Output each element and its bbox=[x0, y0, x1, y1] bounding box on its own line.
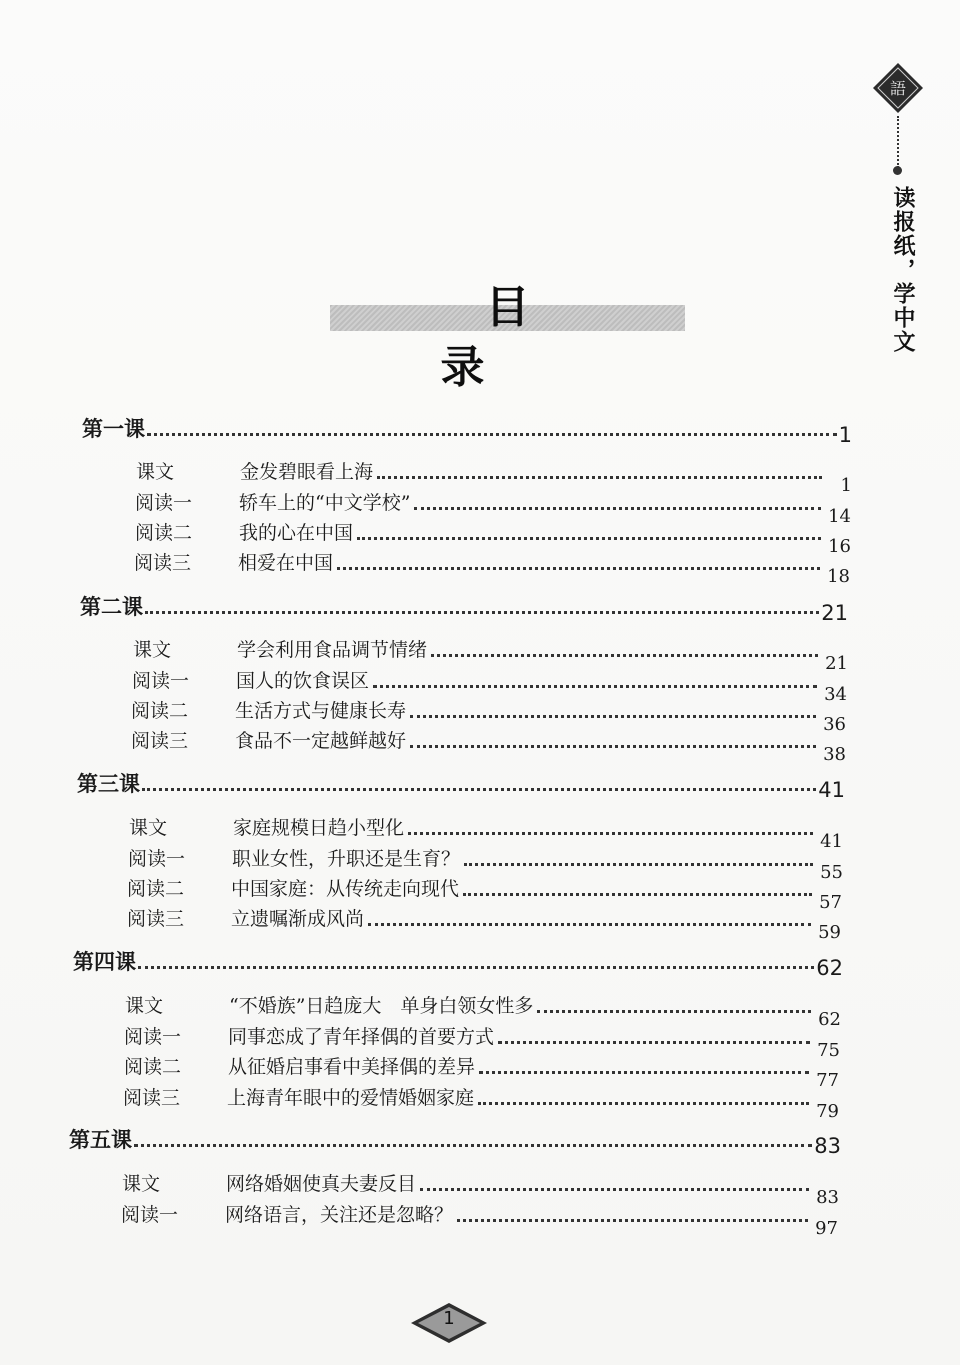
entry-kind: 阅读一 bbox=[121, 1204, 179, 1226]
series-title: 读报纸，学中文 bbox=[890, 186, 915, 354]
entry-page-number: 55 bbox=[820, 862, 843, 883]
entry-page-number: 21 bbox=[825, 653, 848, 674]
dot-leader bbox=[420, 1188, 809, 1191]
dot-leader bbox=[373, 685, 817, 688]
toc-entry[interactable] bbox=[132, 663, 847, 705]
entry-page-number: 77 bbox=[816, 1070, 839, 1091]
dot-leader bbox=[377, 476, 822, 479]
entry-kind: 阅读一 bbox=[124, 1026, 182, 1048]
emblem-glyph: 語 bbox=[889, 79, 907, 98]
entry-kind: 阅读一 bbox=[132, 670, 190, 692]
entry-title: 食品不一定越鲜越好 bbox=[235, 730, 407, 752]
entry-kind: 阅读一 bbox=[135, 492, 193, 514]
entry-title: 生活方式与健康长寿 bbox=[235, 700, 407, 722]
dot-leader bbox=[498, 1041, 810, 1044]
dot-leader bbox=[479, 1071, 809, 1074]
entry-page-number: 16 bbox=[828, 536, 851, 557]
toc-entry[interactable] bbox=[135, 485, 851, 527]
dot-leader bbox=[431, 654, 818, 657]
entry-page-number: 79 bbox=[816, 1101, 839, 1122]
footer-page-number: 1 bbox=[443, 1308, 455, 1329]
entry-title: 国人的饮食误区 bbox=[236, 670, 370, 692]
entry-page-number: 1 bbox=[840, 475, 852, 496]
dot-leader bbox=[464, 863, 813, 866]
entry-kind: 阅读三 bbox=[127, 908, 185, 930]
entry-title: 网络语言，关注还是忽略？ bbox=[225, 1204, 454, 1226]
toc-entry[interactable] bbox=[125, 988, 841, 1030]
entry-page-number: 36 bbox=[823, 714, 846, 735]
toc-entry[interactable] bbox=[128, 841, 843, 883]
dot-leader bbox=[368, 923, 811, 926]
lesson-page-number: 21 bbox=[821, 601, 848, 625]
toc-entry[interactable] bbox=[127, 871, 842, 913]
lesson-row[interactable] bbox=[69, 1124, 841, 1158]
toc-entry[interactable] bbox=[122, 1166, 839, 1208]
entry-title: 从征婚启事看中美择偶的差异 bbox=[228, 1056, 476, 1078]
toc-entry[interactable] bbox=[131, 693, 846, 735]
lesson-page-number: 1 bbox=[838, 423, 852, 447]
lesson-page-number: 83 bbox=[814, 1134, 841, 1158]
dot-leader bbox=[147, 433, 837, 436]
lesson-label: 第一课 bbox=[82, 417, 145, 441]
entry-page-number: 18 bbox=[827, 566, 850, 587]
entry-kind: 课文 bbox=[133, 639, 172, 661]
entry-title: 同事恋成了青年择偶的首要方式 bbox=[228, 1026, 495, 1048]
dot-leader bbox=[134, 1144, 812, 1147]
toc-entry[interactable] bbox=[129, 810, 843, 852]
lesson-row[interactable] bbox=[82, 413, 852, 447]
entry-title: 职业女性，升职还是生育？ bbox=[232, 848, 461, 870]
dot-leader bbox=[410, 715, 816, 718]
dot-leader bbox=[478, 1102, 809, 1105]
entry-kind: 阅读二 bbox=[127, 878, 185, 900]
entry-title: 立遗嘱渐成风尚 bbox=[231, 908, 365, 930]
toc-entry[interactable] bbox=[124, 1049, 839, 1091]
entry-title: 网络婚姻使真夫妻反目 bbox=[226, 1173, 417, 1195]
page-heading: 目录 bbox=[440, 282, 620, 393]
entry-page-number: 62 bbox=[818, 1009, 841, 1030]
lesson-label: 第五课 bbox=[69, 1128, 132, 1152]
entry-kind: 阅读二 bbox=[124, 1056, 182, 1078]
dot-leader bbox=[408, 832, 813, 835]
entry-title: 中国家庭：从传统走向现代 bbox=[231, 878, 460, 900]
entry-page-number: 83 bbox=[816, 1187, 839, 1208]
dot-leader bbox=[537, 1010, 811, 1013]
entry-title: 相爱在中国 bbox=[238, 552, 334, 574]
entry-kind: 阅读二 bbox=[131, 700, 189, 722]
lesson-label: 第三课 bbox=[77, 772, 140, 796]
lesson-page-number: 62 bbox=[816, 956, 843, 980]
lesson-label: 第四课 bbox=[73, 950, 136, 974]
entry-kind: 课文 bbox=[129, 817, 168, 839]
entry-kind: 阅读三 bbox=[134, 552, 192, 574]
entry-title: 家庭规模日趋小型化 bbox=[233, 817, 405, 839]
entry-title: 学会利用食品调节情绪 bbox=[237, 639, 428, 661]
entry-title: “不婚族”日趋庞大 单身白领女性多 bbox=[229, 995, 534, 1017]
toc-entry[interactable] bbox=[123, 1080, 839, 1122]
entry-page-number: 38 bbox=[823, 744, 846, 765]
toc-entry[interactable] bbox=[134, 545, 850, 587]
dot-leader bbox=[414, 507, 821, 510]
entry-title: 上海青年眼中的爱情婚姻家庭 bbox=[227, 1087, 475, 1109]
dot-leader bbox=[145, 611, 819, 614]
dot-leader bbox=[142, 788, 816, 791]
dot-leader bbox=[337, 567, 820, 570]
entry-title: 金发碧眼看上海 bbox=[240, 461, 374, 483]
dot-leader bbox=[410, 745, 816, 748]
entry-page-number: 57 bbox=[819, 892, 842, 913]
entry-kind: 课文 bbox=[125, 995, 164, 1017]
lesson-row[interactable] bbox=[77, 768, 845, 802]
lesson-row[interactable] bbox=[80, 591, 848, 625]
toc-entry[interactable] bbox=[124, 1019, 840, 1061]
entry-kind: 课文 bbox=[122, 1173, 161, 1195]
dot-leader bbox=[357, 537, 821, 540]
entry-page-number: 59 bbox=[818, 922, 841, 943]
toc-entry[interactable] bbox=[127, 901, 841, 943]
toc-entry[interactable] bbox=[133, 632, 848, 674]
entry-kind: 阅读二 bbox=[135, 522, 193, 544]
entry-kind: 阅读三 bbox=[131, 730, 189, 752]
entry-page-number: 41 bbox=[820, 831, 843, 852]
toc-entry[interactable] bbox=[131, 723, 846, 765]
lesson-row[interactable] bbox=[73, 946, 843, 980]
toc-entry[interactable] bbox=[136, 454, 852, 496]
entry-kind: 阅读一 bbox=[128, 848, 186, 870]
entry-title: 我的心在中国 bbox=[239, 522, 354, 544]
entry-page-number: 75 bbox=[817, 1040, 840, 1061]
entry-kind: 课文 bbox=[136, 461, 175, 483]
entry-kind: 阅读三 bbox=[123, 1087, 181, 1109]
entry-page-number: 14 bbox=[828, 506, 851, 527]
entry-page-number: 97 bbox=[815, 1218, 838, 1239]
dot-leader bbox=[463, 893, 812, 896]
entry-title: 轿车上的“中文学校” bbox=[239, 492, 411, 514]
toc-entry[interactable] bbox=[121, 1197, 838, 1239]
entry-page-number: 34 bbox=[824, 684, 847, 705]
dot-leader bbox=[138, 966, 814, 969]
lesson-label: 第二课 bbox=[80, 595, 143, 619]
dot-leader bbox=[457, 1219, 808, 1222]
toc-entry[interactable] bbox=[135, 515, 851, 557]
lesson-page-number: 41 bbox=[818, 778, 845, 802]
